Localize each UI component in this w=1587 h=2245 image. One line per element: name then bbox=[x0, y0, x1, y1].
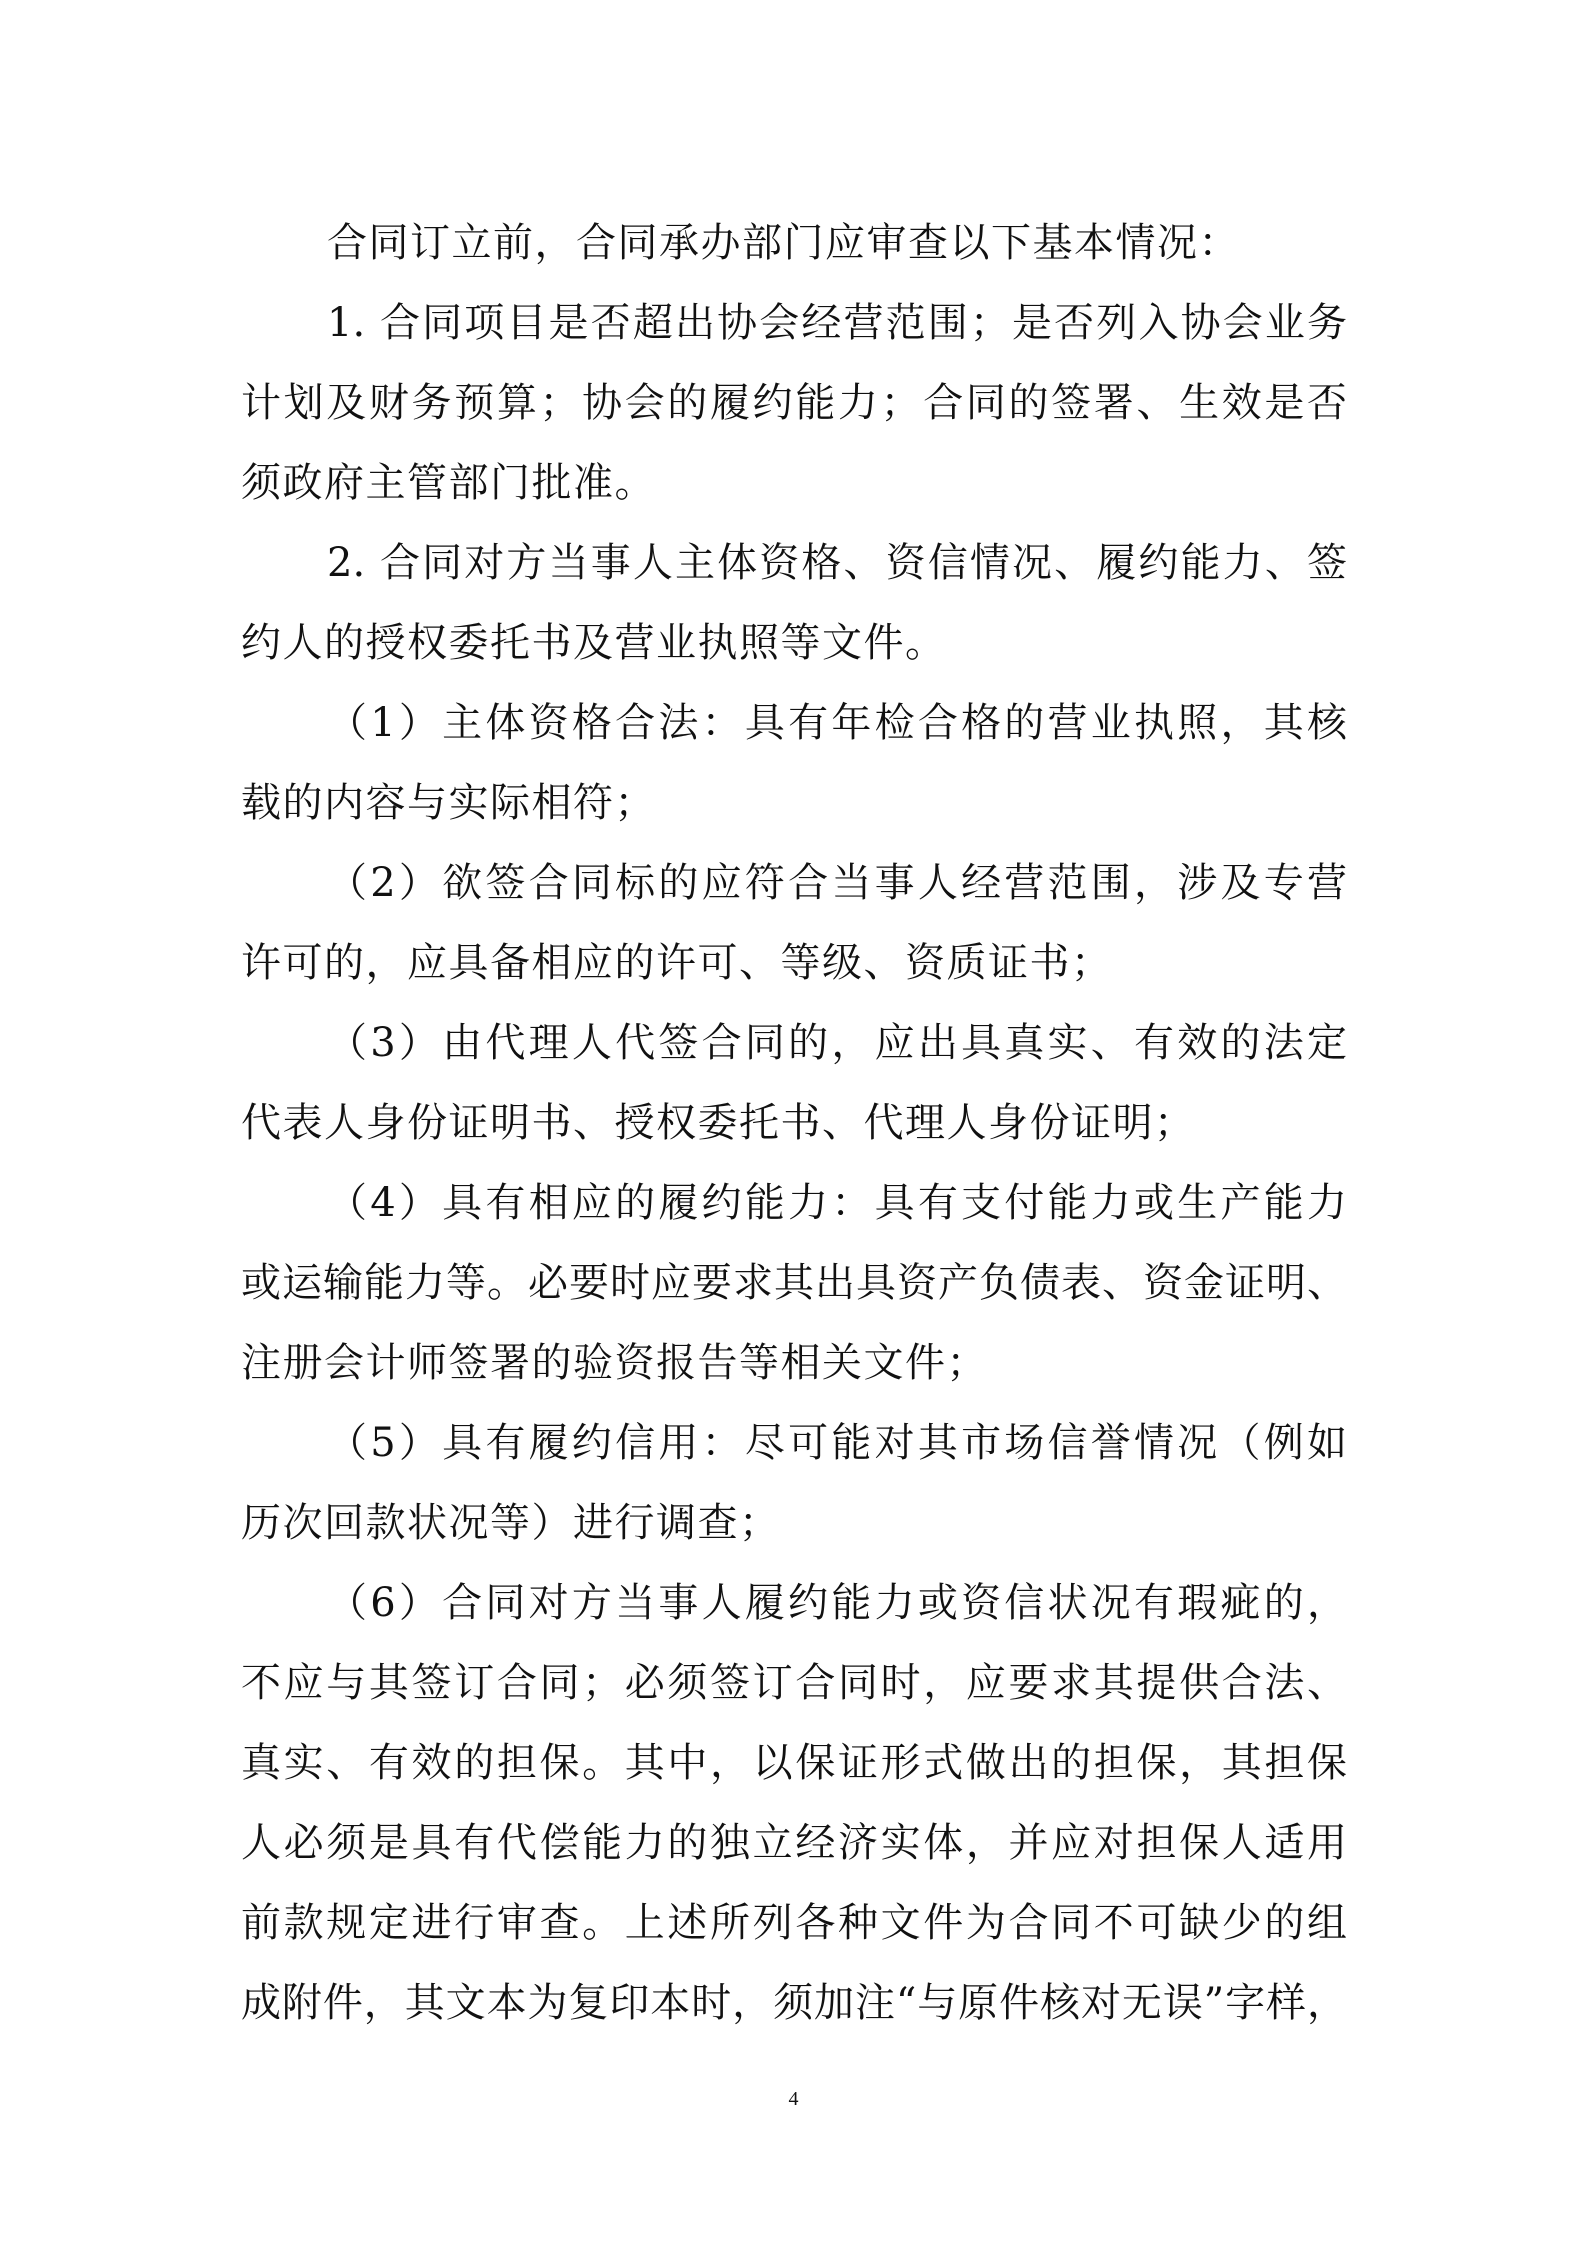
text-line: 人必须是具有代偿能力的独立经济实体，并应对担保人适用 bbox=[241, 1820, 1347, 1866]
text-line: 代表人身份证明书、授权委托书、代理人身份证明； bbox=[241, 1100, 1196, 1146]
text-line: （6）合同对方当事人履约能力或资信状况有瑕疵的， bbox=[327, 1580, 1347, 1626]
text-line: （3）由代理人代签合同的，应出具真实、有效的法定 bbox=[327, 1020, 1347, 1066]
text-line: （5）具有履约信用：尽可能对其市场信誉情况（例如 bbox=[327, 1420, 1347, 1466]
text-line: 前款规定进行审查。上述所列各种文件为合同不可缺少的组 bbox=[241, 1900, 1347, 1946]
text-line: 或运输能力等。必要时应要求其出具资产负债表、资金证明、 bbox=[241, 1260, 1347, 1306]
text-line: 合同订立前，合同承办部门应审查以下基本情况： bbox=[327, 220, 1240, 266]
subitem-3-paragraph bbox=[241, 1003, 1347, 1163]
body-text bbox=[241, 203, 1347, 2043]
text-line: 注册会计师签署的验资报告等相关文件； bbox=[241, 1340, 988, 1386]
subitem-2-paragraph bbox=[241, 843, 1347, 1003]
subitem-6-paragraph bbox=[241, 1563, 1347, 2043]
text-line: 成附件，其文本为复印本时，须加注“与原件核对无误”字样， bbox=[241, 1980, 1347, 2026]
text-line: 历次回款状况等）进行调查； bbox=[241, 1500, 781, 1546]
text-line: （4）具有相应的履约能力：具有支付能力或生产能力 bbox=[327, 1180, 1347, 1226]
text-line: 须政府主管部门批准。 bbox=[241, 460, 656, 506]
text-line: 计划及财务预算；协会的履约能力；合同的签署、生效是否 bbox=[241, 380, 1347, 426]
text-line: （2）欲签合同标的应符合当事人经营范围，涉及专营 bbox=[327, 860, 1347, 906]
text-line: 载的内容与实际相符； bbox=[241, 780, 656, 826]
subitem-5-paragraph bbox=[241, 1403, 1347, 1563]
intro-paragraph bbox=[241, 203, 1347, 283]
page-number: 4 bbox=[788, 2088, 799, 2110]
text-line: 不应与其签订合同；必须签订合同时，应要求其提供合法、 bbox=[241, 1660, 1347, 1706]
item-2-paragraph bbox=[241, 523, 1347, 683]
subitem-1-paragraph bbox=[241, 683, 1347, 843]
item-1-paragraph bbox=[241, 283, 1347, 523]
text-line: （1）主体资格合法：具有年检合格的营业执照，其核 bbox=[327, 700, 1347, 746]
text-line: 真实、有效的担保。其中，以保证形式做出的担保，其担保 bbox=[241, 1740, 1347, 1786]
subitem-4-paragraph bbox=[241, 1163, 1347, 1403]
text-line: 2. 合同对方当事人主体资格、资信情况、履约能力、签 bbox=[327, 540, 1347, 586]
text-line: 许可的，应具备相应的许可、等级、资质证书； bbox=[241, 940, 1113, 986]
text-line: 1. 合同项目是否超出协会经营范围；是否列入协会业务 bbox=[327, 300, 1347, 346]
text-line: 约人的授权委托书及营业执照等文件。 bbox=[241, 620, 947, 666]
